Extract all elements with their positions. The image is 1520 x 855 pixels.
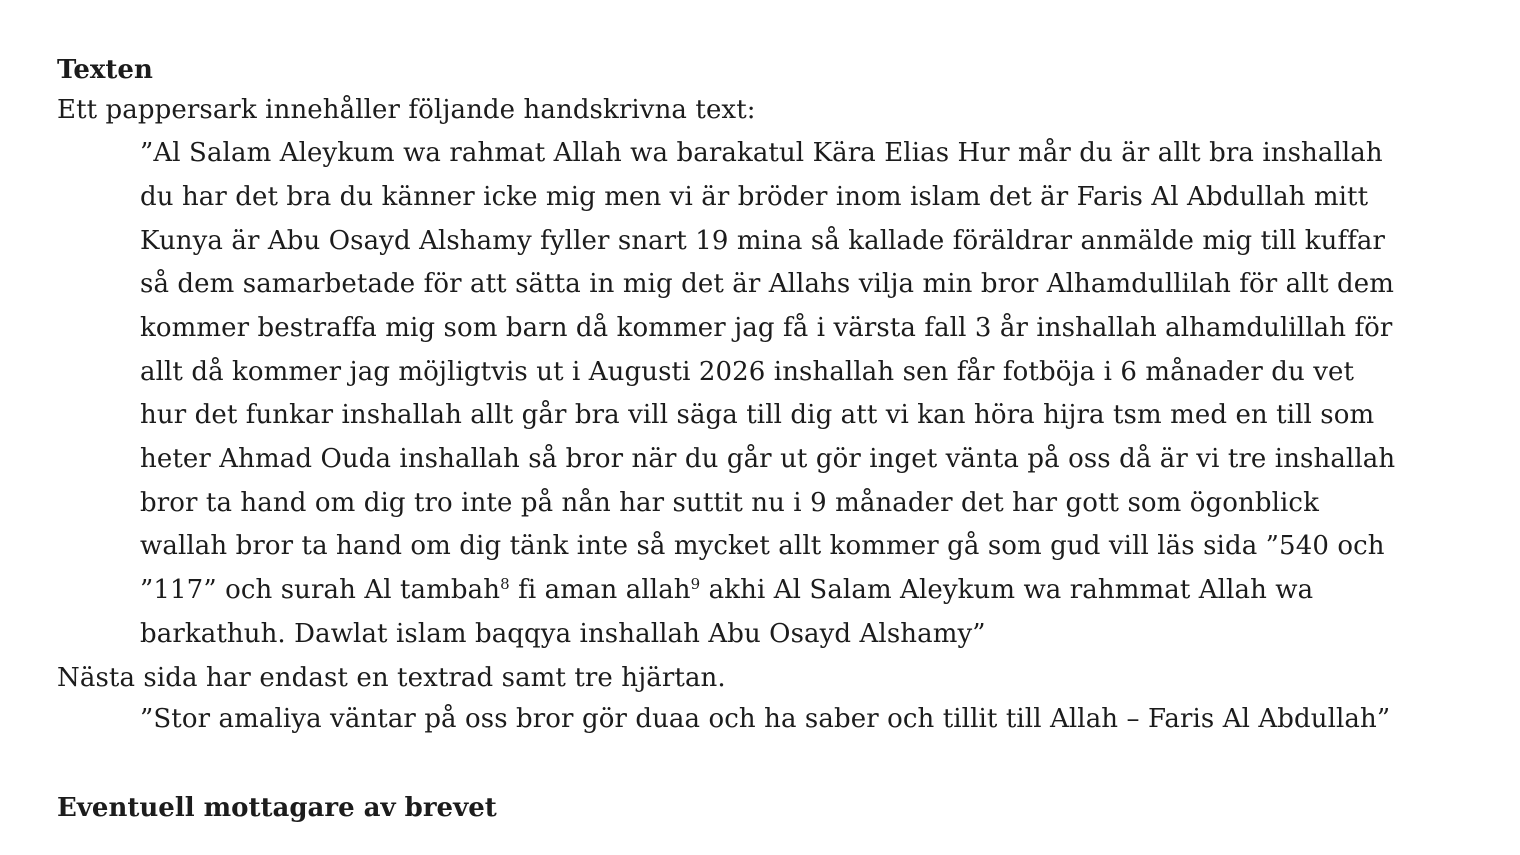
letter-line: du har det bra du känner icke mig men vi är bröder inom islam det är Faris Al Abdullah mitt: [140, 182, 1369, 212]
letter-line: Kunya är Abu Osayd Alshamy fyller snart 19 mina så kallade föräldrar anmälde mig till kuffar: [140, 226, 1386, 256]
letter-line: barkathuh. Dawlat islam baqqya inshallah Abu Osayd Alshamy”: [140, 619, 986, 649]
letter-line: hur det funkar inshallah allt går bra vill säga till dig att vi kan höra hijra tsm med en till som: [140, 400, 1375, 430]
letter-text-segment: ”117” och surah Al tambah: [140, 575, 501, 605]
letter-line: kommer bestraffa mig som barn då kommer jag få i värsta fall 3 år inshallah alhamdulillah för: [140, 313, 1393, 343]
letter-line: ”Al Salam Aleykum wa rahmat Allah wa barakatul Kära Elias Hur mår du är allt bra inshallah: [140, 138, 1383, 168]
letter-text-segment: fi aman allah: [509, 575, 691, 605]
footnote-marker: 8: [500, 575, 510, 593]
letter-line: allt då kommer jag möjligtvis ut i Augusti 2026 inshallah sen får fotböja i 6 månader du vet: [140, 357, 1355, 387]
section-heading-texten: Texten: [57, 55, 153, 85]
letter-line: bror ta hand om dig tro inte på nån har suttit nu i 9 månader det har gott som ögonblick: [140, 488, 1319, 518]
next-page-note: Nästa sida har endast en textrad samt tre hjärtan.: [57, 663, 726, 693]
letter-line: wallah bror ta hand om dig tänk inte så mycket allt kommer gå som gud vill läs sida ”540 och: [140, 531, 1385, 561]
section-heading-recipient: Eventuell mottagare av brevet: [57, 793, 497, 823]
letter-line: så dem samarbetade för att sätta in mig det är Allahs vilja min bror Alhamdullilah för allt dem: [140, 269, 1394, 299]
intro-paragraph: Ett pappersark innehåller följande handskrivna text:: [57, 95, 756, 125]
letter-line-with-footnotes: [140, 575, 1313, 605]
letter-text-segment: akhi Al Salam Aleykum wa rahmmat Allah wa: [700, 575, 1314, 605]
footnote-marker: 9: [690, 575, 701, 593]
letter-line: heter Ahmad Ouda inshallah så bror när du går ut gör inget vänta på oss då är vi tre inshallah: [140, 444, 1396, 474]
next-page-quote: ”Stor amaliya väntar på oss bror gör duaa och ha saber och tillit till Allah – Faris Al Abdullah”: [140, 704, 1391, 734]
